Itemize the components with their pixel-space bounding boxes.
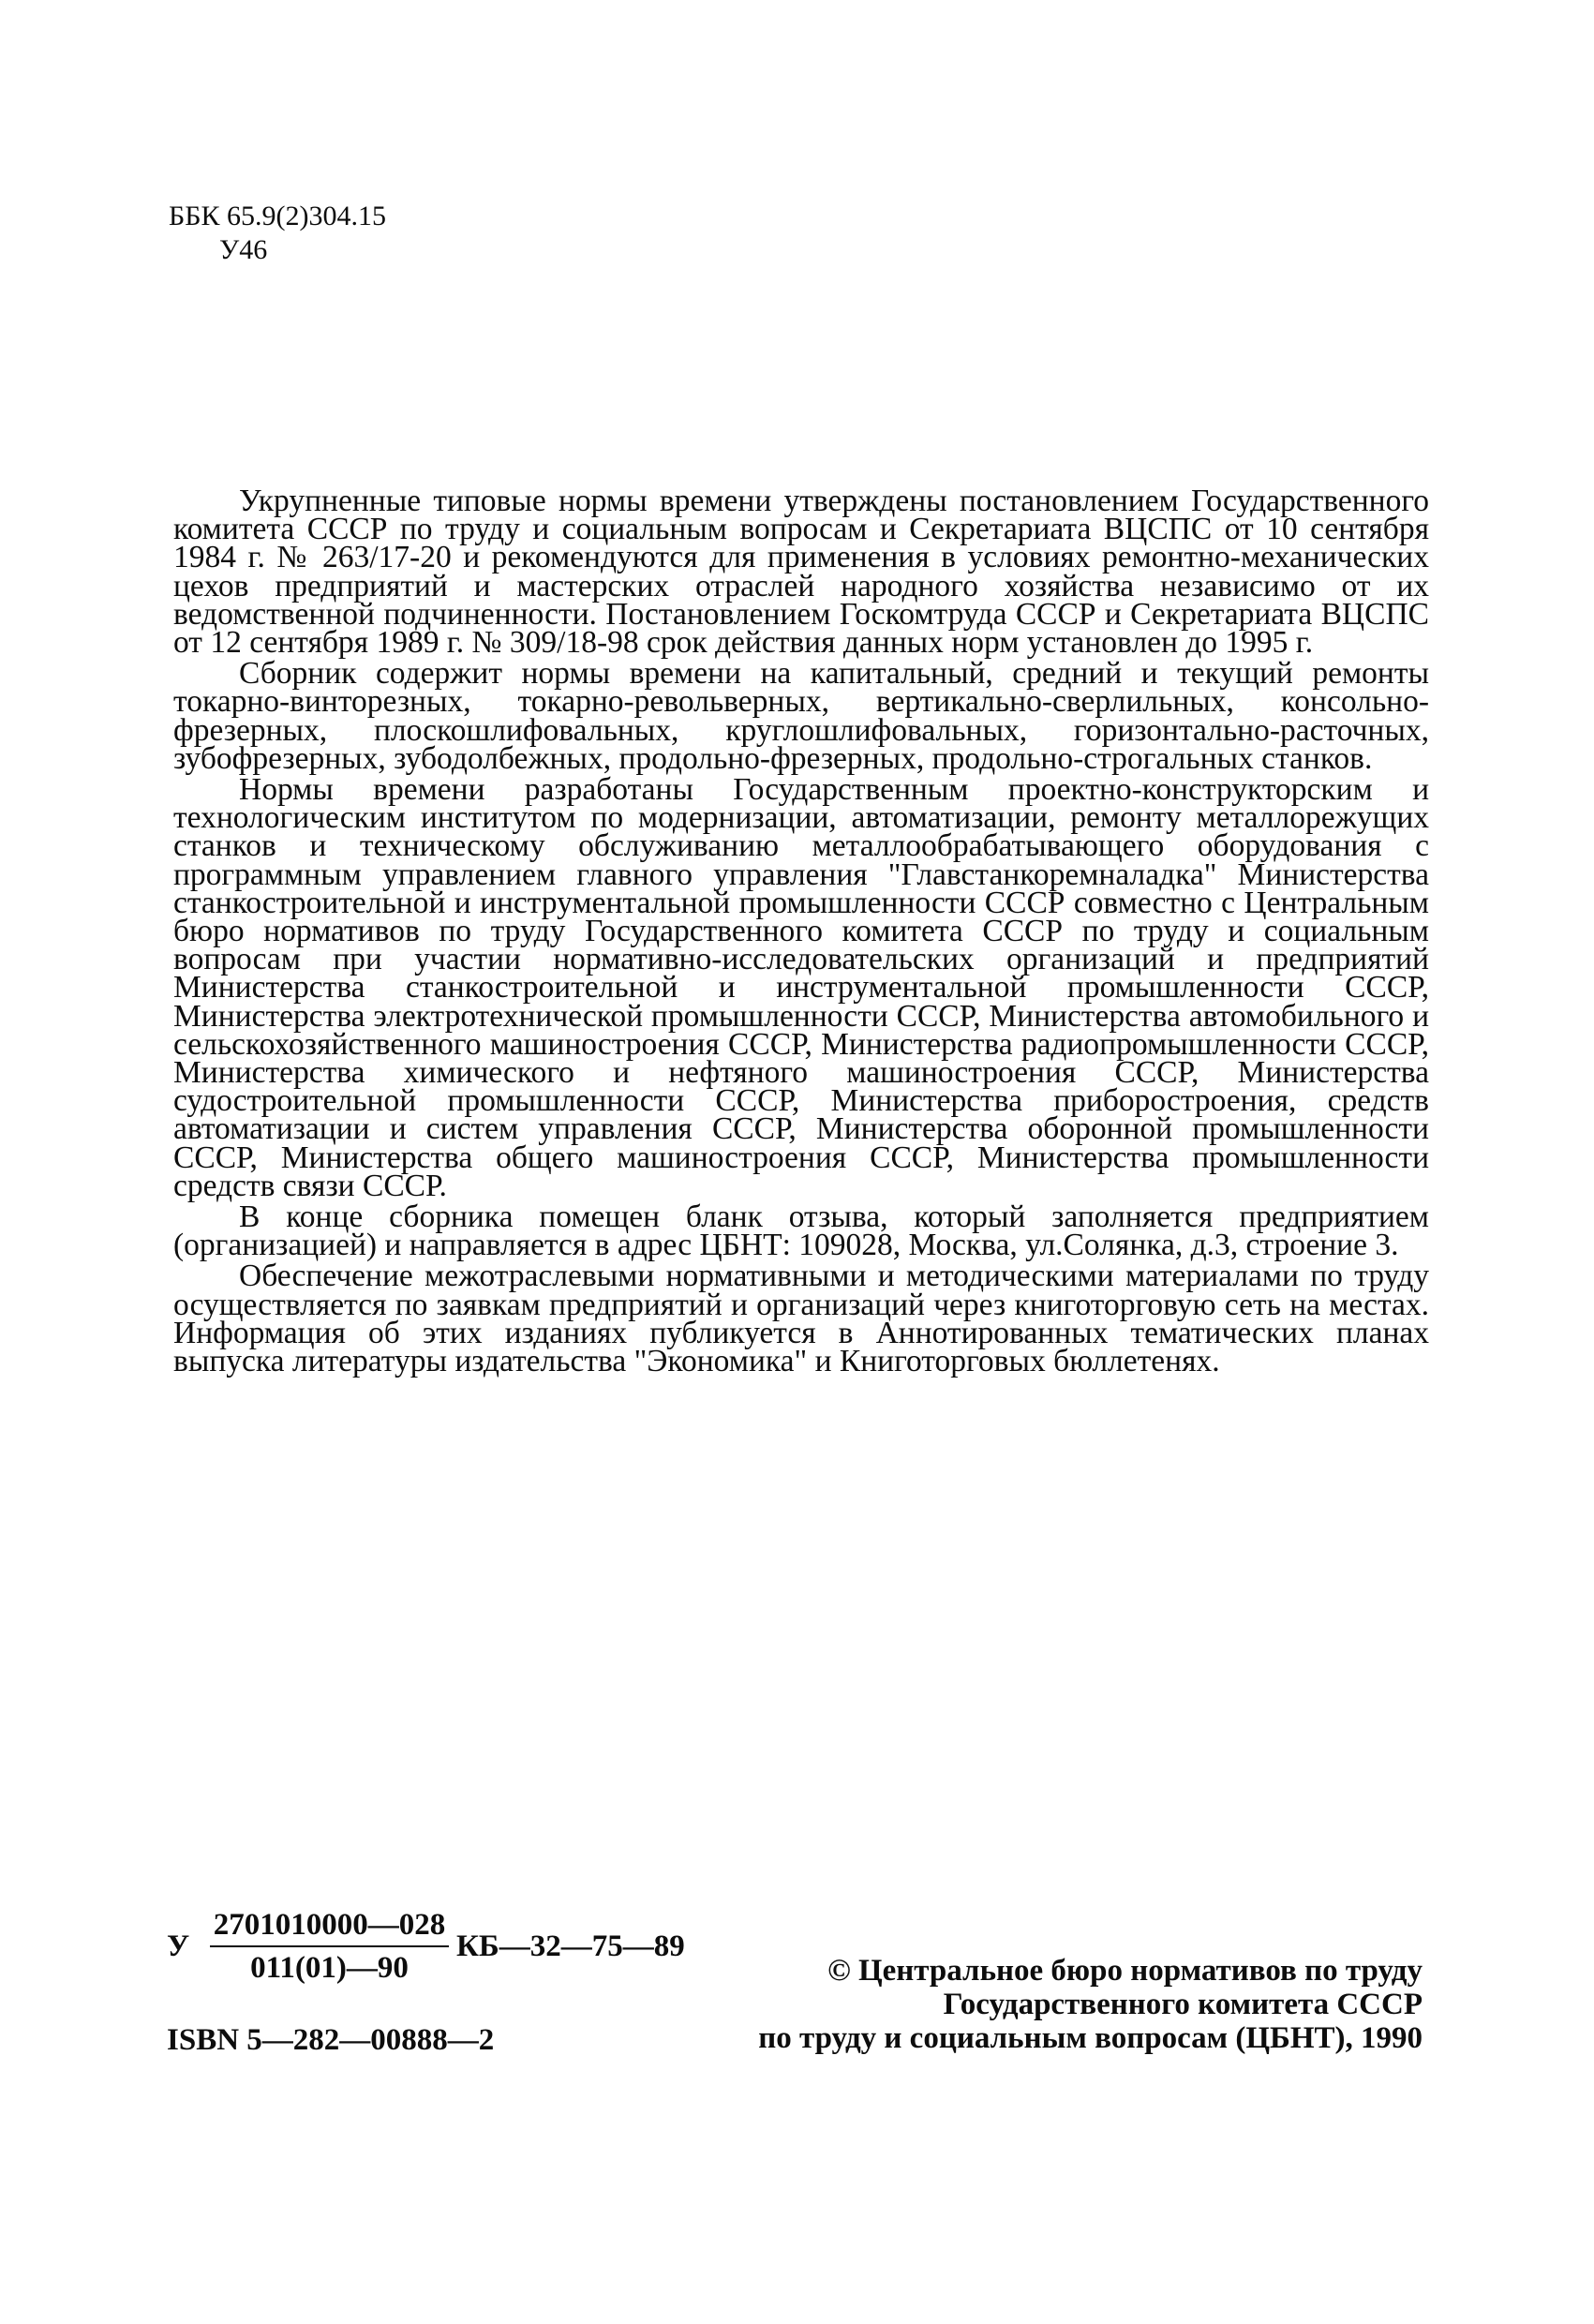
copyright-line-2: Государственного комитета СССР — [943, 1988, 1423, 2021]
publication-index — [167, 1907, 685, 1986]
paragraph-feedback-form: В конце сборника помещен бланк отзыва, который заполняется предприятием (организацией) и направляется в адрес ЦБНТ: 109028, Москва, ул.Солянка, д.3, строение 3. — [173, 1199, 1429, 1263]
copyright-notice — [758, 1954, 1423, 2055]
copyright-line-3: по труду и социальным вопросам (ЦБНТ), 1990 — [758, 2021, 1423, 2055]
paragraph-developers: Нормы времени разработаны Государственным проектно-конструкторским и технологическим институтом по модернизации, автоматизации, ремонту металлорежущих станков и техническому обслуживанию металлообрабатывающего оборудования с программным управлением главного управления "Главстанкоремналадка" Министерства станкостроительной и инструментальной промышленности СССР совместно с Центральным бюро нормативов по труду Государственного комитета СССР по труду и социальным вопросам при участии нормативно-исследовательских организаций и предприятий Министерства станкостроительной и инструментальной промышленности СССР, Министерства электротехнической промышленности СССР, Министерства автомобильного и сельскохозяйственного машиностроения СССР, Министерства радиопромышленности СССР, Министерства химического и нефтяного машиностроения СССР, Министерства судостроительной промышленности СССР, Министерства приборостроения, средств автоматизации и систем управления СССР, Министерства оборонной промышленности СССР, Министерства общего машиностроения СССР, Министерства промышленности средств связи СССР. — [173, 772, 1429, 1203]
paragraph-contents: Сборник содержит нормы времени на капитальный, средний и текущий ремонты токарно-винторезных, токарно-револьверных, вертикально-сверлильных, консольно-фрезерных, плоскошлифовальных, круглошлифовальных, горизонтально-расточных, зубофрезерных, зубодолбежных, продольно-фрезерных, продольно-строгальных станков. — [173, 656, 1429, 776]
index-numerator: 2701010000—028 — [210, 1907, 449, 1947]
index-letter: У — [167, 1929, 190, 1963]
index-fraction — [210, 1907, 449, 1986]
paragraph-approval: Укрупненные типовые нормы времени утверждены постановлением Государственного комитета СССР по труду и социальным вопросам и Секретариата ВЦСПС от 10 сентября 1984 г. № 263/17-20 и рекомендуются для применения в условиях ремонтно-механических цехов предприятий и мастерских отраслей народного хозяйства независимо от их ведомственной подчиненности. Постановлением Госкомтруда СССР и Секретариата ВЦСПС от 12 сентября 1989 г. № 309/18-98 срок действия данных норм установлен до 1995 г. — [173, 484, 1429, 661]
classification-block — [169, 200, 386, 267]
imprint-codes — [167, 1907, 685, 2058]
annotation-text — [173, 484, 1429, 1379]
index-denominator: 011(01)—90 — [250, 1951, 409, 1985]
paragraph-distribution: Обеспечение межотраслевыми нормативными и методическими материалами по труду осуществляется по заявкам предприятий и организаций через книготорговую сеть на местах. Информация об этих изданиях публикуется в Аннотированных тематических планах выпуска литературы издательства "Экономика" и Книготорговых бюллетенях. — [173, 1259, 1429, 1379]
udk-code: У46 — [219, 234, 268, 265]
bbk-code: ББК 65.9(2)304.15 — [169, 201, 386, 231]
isbn: ISBN 5—282—00888—2 — [167, 2023, 495, 2057]
kb-code: КБ—32—75—89 — [456, 1929, 685, 1963]
copyright-line-1: © Центральное бюро нормативов по труду — [827, 1954, 1423, 1988]
